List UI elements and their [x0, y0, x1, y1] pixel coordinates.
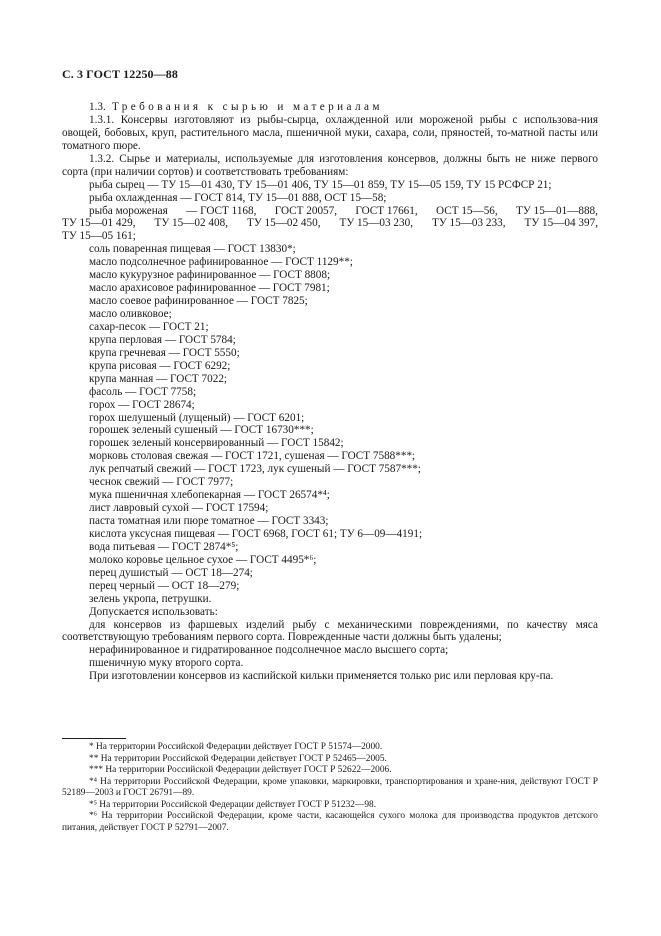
list-item: масло подсолнечное рафинированное — ГОСТ 1129**; [89, 256, 353, 269]
list-item: кислота уксусная пищевая — ГОСТ 6968, ГОСТ 61; ТУ 6—09—4191; [89, 527, 423, 540]
list-item: масло кукурузное рафинированное — ГОСТ 8808; [89, 269, 331, 282]
list-item: крупа манная — ГОСТ 7022; [89, 372, 228, 385]
list-item: лист лавровый сухой — ГОСТ 17594; [89, 502, 269, 515]
list-item: фасоль — ГОСТ 7758; [89, 385, 197, 398]
frozen-fish-col: ГОСТ 20057, [274, 204, 338, 217]
allowed-fish: для консервов из фаршевых изделий рыбу с механическими повреждениями, по качеству мяса соответствующую требованиям первого сорта. Поврежденные части должны быть удалены; [62, 618, 598, 644]
list-item: крупа перловая — ГОСТ 5784; [89, 333, 236, 346]
footnotes [62, 742, 598, 834]
footnote-4: *⁴ На территории Российской Федерации, кроме упаковки, маркировки, транспортирования и хране-ния, действуют ГОСТ Р 52189—2003 и ГОСТ 26791—89. [62, 776, 598, 798]
section-number: 1.3. [89, 101, 106, 113]
list-item-frozen-fish [62, 205, 598, 218]
frozen-fish-col: — ГОСТ 1168, [186, 204, 257, 217]
list-item: соль поваренная пищевая — ГОСТ 13830*; [89, 243, 296, 256]
list-item: масло арахисовое рафинированное — ГОСТ 7981; [89, 282, 330, 295]
list-item: перец черный — ОСТ 18—279; [89, 579, 240, 592]
list-item: горох — ГОСТ 28674; [89, 398, 195, 411]
list-item: молоко коровье цельное сухое — ГОСТ 4495*⁶; [89, 553, 317, 566]
frozen-fish-col: ГОСТ 17661, [355, 204, 418, 217]
allowed-intro: Допускается использовать: [89, 605, 218, 618]
footnote-divider [62, 738, 126, 739]
list-item: горох шелушеный (лущеный) — ГОСТ 6201; [89, 411, 305, 424]
list-item: вода питьевая — ГОСТ 2874*⁵; [89, 540, 239, 553]
list-item: чеснок свежий — ГОСТ 7977; [89, 476, 234, 489]
list-item-raw-fish: рыба сырец — ТУ 15—01 430, ТУ 15—01 406, ТУ 15—01 859, ТУ 15—05 159, ТУ 15 РСФСР 21; [89, 178, 552, 191]
section-title: Требования к сырью и материалам [111, 101, 383, 113]
footnote-1: * На территории Российской Федерации действует ГОСТ Р 51574—2000. [89, 742, 383, 752]
list-item: масло оливковое; [89, 308, 172, 320]
footnote-3: *** На территории Российской Федерации действует ГОСТ Р 52622—2006. [89, 765, 392, 775]
list-item: горошек зеленый консервированный — ГОСТ 15842; [89, 437, 344, 450]
list-item: сахар-песок — ГОСТ 21; [89, 320, 209, 333]
allowed-oil: нерафинированное и гидратированное подсолнечное масло высшего сорта; [89, 644, 449, 657]
list-item: горошек зеленый сушеный — ГОСТ 16730***; [89, 424, 314, 437]
list-item: масло соевое рафинированное — ГОСТ 7825; [89, 295, 308, 308]
page-header: С. 3 ГОСТ 12250—88 [62, 67, 178, 81]
materials-list [62, 243, 598, 605]
frozen-fish-col: ТУ 15—03 230, [339, 217, 413, 230]
footnote-5: *⁵ На территории Российской Федерации действует ГОСТ Р 51232—98. [89, 799, 377, 810]
list-item: морковь столовая свежая — ГОСТ 1721, сушеная — ГОСТ 7588***; [89, 450, 416, 463]
list-item-frozen-fish-cont [62, 217, 598, 230]
list-item: перец душистый — ОСТ 18—274; [89, 566, 253, 579]
footnote-6: *⁶ На территории Российской Федерации, кроме части, касающейся сухого молока для производства продуктов детского питания, действует ГОСТ Р 52791—2007. [62, 811, 598, 833]
frozen-fish-col: ОСТ 15—56, [436, 204, 498, 217]
list-item: мука пшеничная хлебопекарная — ГОСТ 26574*⁴; [89, 489, 330, 502]
frozen-fish-col: ТУ 15—02 408, [154, 217, 228, 230]
list-item-chilled-fish: рыба охлажденная — ГОСТ 814, ТУ 15—01 888, ОСТ 15—58; [89, 191, 387, 204]
section-heading [62, 101, 598, 114]
paragraph-1-3-1: 1.3.1. Консервы изготовляют из рыбы-сырца, охлажденной или мороженой рыбы с использова-ния овощей, бобовых, круп, растительного масла, пшеничной муки, сахара, соли, пряностей, то-матной пасты или томатного пюре. [62, 113, 598, 152]
paragraph-1-3-2: 1.3.2. Сырье и материалы, используемые для изготовления консервов, должны быть не ниже первого сорта (при наличии сортов) и соответствовать требованиям: [62, 152, 598, 178]
list-item: зелень укропа, петрушки. [89, 592, 212, 605]
list-item: лук репчатый свежий — ГОСТ 1723, лук сушеный — ГОСТ 7587***; [89, 463, 421, 476]
frozen-fish-col: ТУ 15—01—888, [516, 204, 598, 217]
frozen-fish-col: ТУ 15—03 233, [432, 217, 506, 230]
frozen-fish-col: ТУ 15—04 397, [524, 217, 598, 230]
kilka-paragraph: При изготовлении консервов из каспийской кильки применяется только рис или перловая кру-па. [89, 670, 554, 683]
allowed-flour: пшеничную муку второго сорта. [89, 657, 244, 670]
frozen-fish-col: ТУ 15—01 429, [62, 217, 136, 230]
footnote-2: ** На территории Российской Федерации действует ГОСТ Р 52465—2005. [89, 753, 387, 764]
document-body [62, 101, 598, 683]
list-item: паста томатная или пюре томатное — ГОСТ 3343; [89, 515, 329, 527]
list-item-frozen-fish-end: ТУ 15—05 161; [62, 230, 136, 243]
frozen-fish-col: ТУ 15—02 450, [247, 217, 321, 230]
frozen-fish-col: рыба мороженая [89, 204, 168, 217]
list-item: крупа рисовая — ГОСТ 6292; [89, 359, 231, 372]
list-item: крупа гречневая — ГОСТ 5550; [89, 346, 240, 359]
